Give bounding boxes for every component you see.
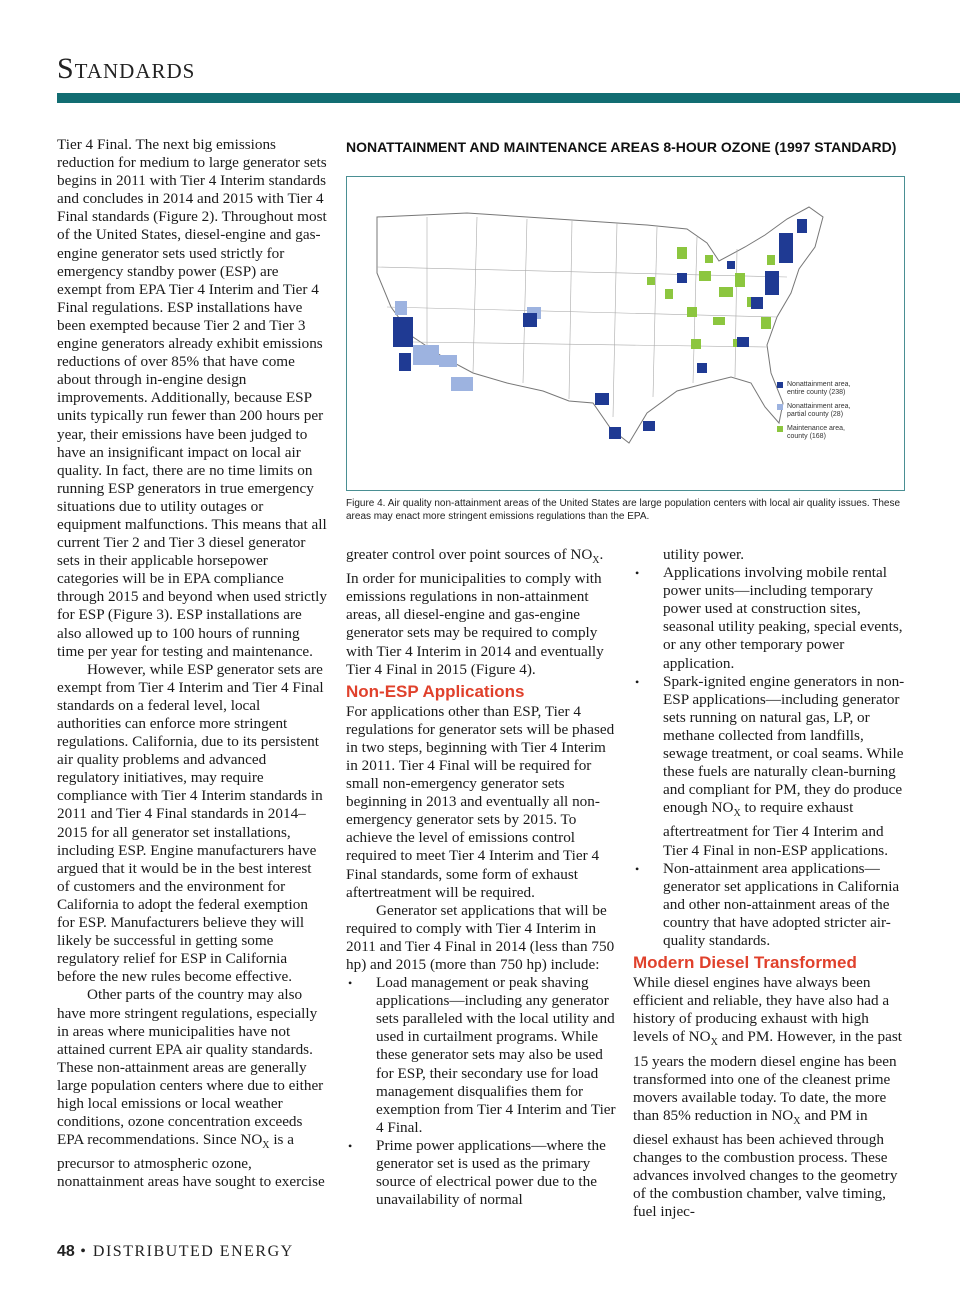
list-item: • Load management or peak shaving applications—including any generator sets paralleled with the local utility and used in curtailment programs. While these generator sets may also be used for ESP, their secondary use for load management disqualifies them for exemption from Tier 4 Interim and Tier 4 Final. (346, 974, 616, 1137)
bullet-text-b: to require exhaust aftertreatment for Tier 4 Interim and Tier 4 Final in non-ESP applications. (663, 799, 889, 859)
legend-entry-partial (777, 403, 897, 419)
col1-paragraph-1: Tier 4 Final. The next big emissions reduction for medium to large generator sets begins in 2011 with Tier 4 Interim standards and concludes in 2014 and 2015 with Tier 4 Final standards (Figure 2). Throughout most of the United States, diesel-engine and gas-engine generator sets used strictly for emergency standby power (ESP) are exempt from EPA Tier 4 Interim and Tier 4 Final regulations. ESP installations have been exempted because Tier 2 and Tier 3 engine generators already exhibit emissions reductions of over 85% that have come about through in-engine design improvements. Additionally, because ESP units typically run fewer than 200 hours per year, their emissions have been judged to have an insignificant impact on local air quality. In fact, there are no time limits on running ESP generators in true emergency situations due to utility outages or equipment malfunctions. This means that all current Tier 2 and Tier 3 diesel generator sets in their applicable horsepower categories will be in EPA compliance through 2015 and beyond when used strictly for ESP (Figure 3). ESP installations are also allowed up to 100 hours of running time per year for testing and maintenance. (57, 136, 327, 660)
legend-swatch-maintenance (777, 426, 783, 432)
legend-entry-entire (777, 381, 897, 397)
legend-label-line2: entire county (238) (787, 389, 846, 396)
col3-p1-text-c: and PM in diesel exhaust has been achieved through changes to the combustion process. These advances involved changes to the geometry of the combustion chamber, valve timing, fuel injec- (633, 1106, 898, 1221)
heading-non-esp-applications: Non-ESP Applications (346, 681, 525, 701)
legend-entry-maintenance (777, 425, 897, 441)
col3-p1-text-a: While diesel engines have always been efficient and reliable, they have also had a history of producing exhaust with high levels of NO (633, 974, 890, 1046)
page-footer (57, 1243, 294, 1261)
nox-subscript: X (262, 1140, 270, 1152)
list-item (633, 673, 905, 860)
col3-continuation: utility power. (663, 546, 744, 563)
col2-paragraph-2: For applications other than ESP, Tier 4 regulations for generator sets will be phased in two steps, beginning with Tier 4 Interim in 2011. Tier 4 Final will be required for small non-emergency generator sets beginning in 2013 and eventually all non-emergency generator sets by 2015. To achieve the level of emissions control required to meet Tier 4 Interim and Tier 4 Final standards, some form of exhaust aftertreatment will be required. (346, 702, 615, 901)
list-item: • Applications involving mobile rental power units—including temporary power used at construction sites, seasonal utility peaking, special events, or any other temporary power application. (633, 564, 905, 673)
column-1 (57, 136, 327, 1191)
legend-swatch-entire (777, 382, 783, 388)
publication-name: DISTRIBUTED ENERGY (92, 1243, 294, 1260)
legend-label-line2: partial county (28) (787, 411, 844, 418)
column-2 (346, 546, 616, 1209)
us-outline (377, 207, 823, 443)
nox-subscript: X (592, 555, 600, 567)
col2-p1-text-a: greater control over point sources of NO (346, 546, 593, 563)
legend-label-line1: Maintenance area, (787, 425, 845, 432)
list-item: • Prime power applications—where the generator set is used as the primary source of electrical power due to the unavailability of normal (346, 1137, 616, 1209)
col2-paragraph-3: Generator set applications that will be required to comply with Tier 4 Interim in 2011 and Tier 4 Final in 2014 (less than 750 hp) and 2015 (more than 750 hp) include: (346, 901, 615, 973)
legend-label-line1: Nonattainment area, (787, 381, 851, 388)
col1-p3-text-a: Other parts of the country may also have more stringent regulations, especially in areas where municipalities have not attained current EPA air quality standards. These non-attainment areas are generally large population centers where due to either high local emissions or local weather conditions, ozone concentration exceeds EPA recommendations. Since NO (57, 986, 324, 1149)
col1-paragraph-2: However, while ESP generator sets are exempt from Tier 4 Interim and Tier 4 Final standards on a federal level, local authorities can enforce more stringent regulations. California, due to its persistent air quality problems and advanced regulatory initiatives, may require compliance with Tier 4 Interim standards in 2011 and Tier 4 Final standards in 2014–2015 for all generator set installations, including ESP. Engine manufacturers have argued that it would be in the best interest of customers and the environment for California to adopt the federal exemption for ESP. Manufacturers believe they will likely be successful in getting some regulatory relief for ESP in California before the new rules become effective. (57, 660, 324, 986)
col3-paragraph-1 (633, 974, 905, 1221)
legend-label-line2: county (168) (787, 433, 826, 440)
col3-p1-text-b: and PM. However, in the past 15 years the modern diesel engine has been transformed into one of the cleanest prime movers available today. To date, the more than 85% reduction in NO (633, 1028, 902, 1124)
nox-subscript: X (710, 1037, 718, 1049)
page-number: 48 (57, 1243, 75, 1260)
application-list-continued (633, 564, 905, 950)
bullet-text-a: Spark-ignited engine generators in non-ESP applications—including generator sets running on natural gas, LP, or methane collected from landfills, sewage treatment, or coal seams. While these fuels are naturally clean-burning and compliant for PM, they do produce enough NO (663, 672, 905, 817)
legend-label-line1: Nonattainment area, (787, 403, 851, 410)
figure-caption: Figure 4. Air quality non-attainment areas of the United States are large population centers with local air quality issues. These areas may enact more stringent emissions regulations than the EPA. (346, 498, 901, 522)
nox-subscript: X (733, 808, 741, 820)
section-title: Standards (57, 52, 196, 85)
application-list (346, 974, 616, 1209)
col2-paragraph-1 (346, 546, 616, 679)
col2-p1-text-b: . In order for municipalities to comply with emissions regulations in non-attainment areas, all diesel-engine and gas-engine generator sets may be required to comply with Tier 4 Interim in 2014 and eventually Tier 4 Final in 2015 (Figure 4). (346, 546, 604, 678)
col1-p3-text-b: is a precursor to atmospheric ozone, nonattainment areas have sought to exercise (57, 1131, 325, 1191)
list-item: • Non-attainment area applications—generator set applications in California and other non-attainment areas of the country that have adopted stricter air-quality standards. (633, 860, 905, 950)
heading-modern-diesel-transformed: Modern Diesel Transformed (633, 953, 857, 973)
nox-subscript: X (793, 1115, 801, 1127)
col1-paragraph-3 (57, 986, 327, 1191)
footer-separator: • (80, 1243, 88, 1260)
ozone-map (346, 176, 905, 491)
header-rule (57, 93, 960, 103)
legend-swatch-partial (777, 404, 783, 410)
column-3 (633, 546, 905, 1221)
map-legend (777, 381, 897, 447)
figure-title: NONATTAINMENT AND MAINTENANCE AREAS 8-HOUR OZONE (1997 STANDARD) (346, 139, 897, 155)
